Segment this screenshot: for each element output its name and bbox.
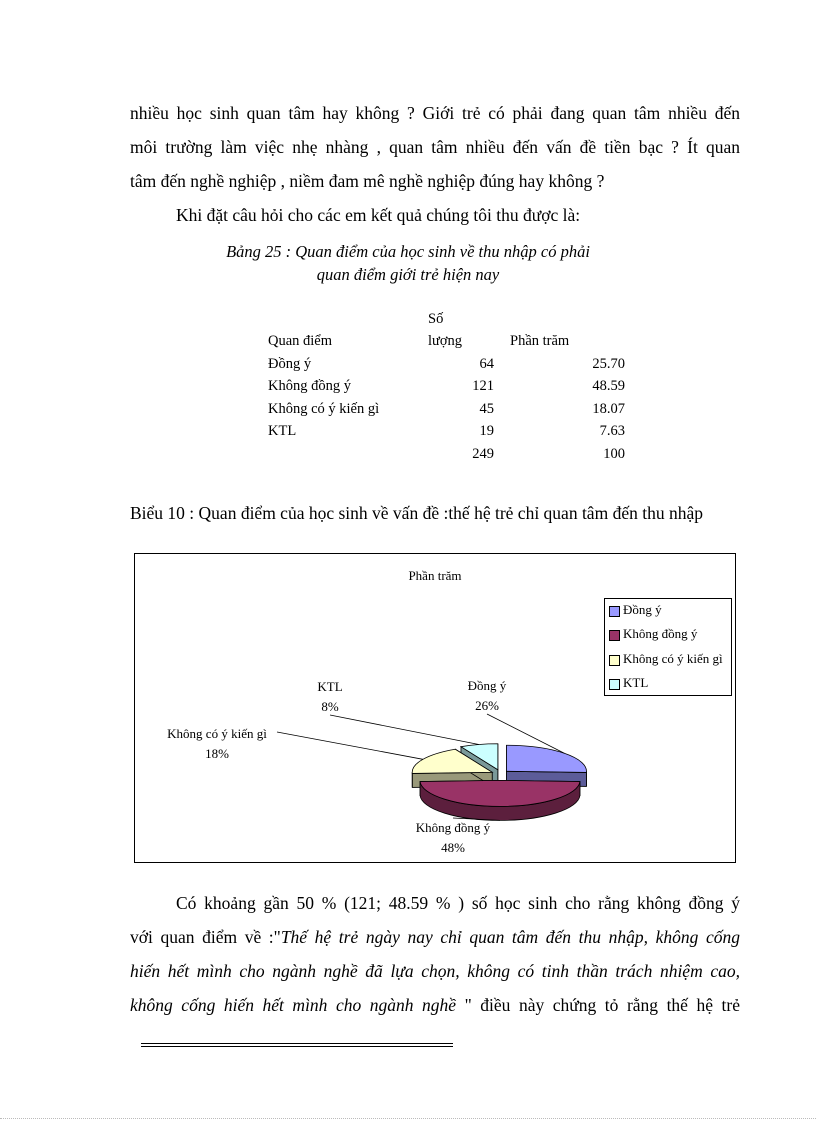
- header-opinion: Quan điểm: [268, 333, 333, 349]
- legend-item: [609, 601, 662, 619]
- table-row: [268, 373, 625, 396]
- row-label: KTL: [268, 423, 297, 439]
- chart-legend: [604, 598, 732, 696]
- pie-chart: [134, 553, 736, 863]
- row-count: 19: [479, 423, 494, 439]
- quote-text: Thế hệ trẻ ngày nay chỉ quan tâm đến thu nhập, không cống: [280, 927, 740, 947]
- row-count: 45: [479, 400, 494, 417]
- chart-caption: Biểu 10 : Quan điểm của học sinh về vấn đề :thế hệ trẻ chỉ quan tâm đến thu nhập: [130, 503, 703, 523]
- chart-title: Phần trăm: [408, 568, 462, 583]
- row-percent: 18.07: [592, 400, 625, 417]
- legend-swatch: [609, 655, 620, 666]
- paragraph-line: [130, 920, 740, 954]
- data-label-category: Không có ý kiến gì: [167, 726, 267, 741]
- legend-item: [609, 650, 723, 668]
- legend-item: [609, 674, 648, 692]
- data-label-category: Không đồng ý: [415, 820, 491, 835]
- legend-label: Không có ý kiến gì: [623, 651, 723, 666]
- quote-suffix: " điều này chứng tỏ rằng thế hệ trẻ: [456, 995, 740, 1015]
- table-total-row: [268, 440, 625, 463]
- paragraph-line: [130, 988, 740, 1022]
- paragraph-line: [130, 954, 740, 988]
- data-label-value: 48%: [441, 840, 465, 855]
- row-count: 121: [472, 378, 494, 394]
- legend-swatch: [609, 630, 620, 641]
- legend-item: [609, 625, 697, 643]
- row-label: Không đồng ý: [268, 378, 351, 394]
- row-label: Không có ý kiến gì: [268, 400, 380, 417]
- row-count: 64: [479, 355, 494, 372]
- row-percent: 25.70: [592, 355, 625, 372]
- intro-line: Khi đặt câu hỏi cho các em kết quả chúng tôi thu được là:: [176, 205, 581, 225]
- legend-label: Không đồng ý: [623, 626, 698, 641]
- table-caption-line2: quan điểm giới trẻ hiện nay: [316, 265, 500, 284]
- data-label-value: 18%: [205, 746, 229, 761]
- row-percent: 7.63: [599, 423, 625, 439]
- table-caption-line1: Bảng 25 : Quan điểm của học sinh về thu nhập có phải: [226, 242, 590, 261]
- total-count: 249: [472, 445, 494, 462]
- row-label: Đồng ý: [268, 355, 312, 372]
- table-row: [268, 418, 625, 441]
- quote-text: hiến hết mình cho ngành nghề đã lựa chọn, không có tinh thần trách nhiệm cao,: [130, 961, 740, 981]
- table-row: [268, 350, 625, 373]
- paragraph-line: Có khoảng gần 50 % (121; 48.59 % ) số học sinh cho rằng không đồng ý: [176, 893, 740, 913]
- row-percent: 48.59: [592, 378, 625, 394]
- legend-label: Đồng ý: [623, 602, 662, 617]
- table-header-row: [268, 328, 625, 351]
- legend-swatch: [609, 679, 620, 690]
- header-count-line2: lượng: [428, 333, 463, 349]
- paragraph-line: môi trường làm việc nhẹ nhàng , quan tâm nhiều đến vấn đề tiền bạc ? Ít quan: [130, 137, 740, 157]
- paragraph-line: nhiều học sinh quan tâm hay không ? Giới trẻ có phải đang quan tâm nhiều đến: [130, 103, 740, 123]
- page-edge: [0, 1118, 816, 1119]
- paragraph-line: tâm đến nghề nghiệp , niềm đam mê nghề nghiệp đúng hay không ?: [130, 171, 605, 191]
- table-header-row: [268, 305, 625, 328]
- header-percent: Phần trăm: [510, 333, 570, 349]
- table-caption: [0, 240, 816, 286]
- data-label-value: 26%: [475, 698, 499, 713]
- footer-rule: [141, 1046, 453, 1047]
- leader-line: [277, 732, 423, 759]
- quote-prefix: với quan điểm về :": [130, 927, 281, 947]
- legend-swatch: [609, 606, 620, 617]
- total-label: [268, 440, 418, 463]
- conclusion-paragraph: [130, 886, 740, 1022]
- data-label-value: 8%: [321, 699, 339, 714]
- header-count-line1: Số: [428, 310, 444, 327]
- data-label-category: KTL: [317, 679, 343, 694]
- pie-slices: [412, 744, 586, 821]
- leader-line: [330, 715, 479, 744]
- data-label-category: Đồng ý: [467, 678, 507, 693]
- opinion-table: [268, 305, 625, 463]
- pie-slice-1: [507, 745, 587, 772]
- footer-rule: [141, 1043, 453, 1044]
- total-percent: 100: [603, 445, 625, 462]
- table-row: [268, 395, 625, 418]
- quote-text: không cống hiến hết mình cho ngành nghề: [130, 995, 457, 1015]
- intro-paragraph: [130, 96, 740, 198]
- legend-label: KTL: [623, 675, 649, 690]
